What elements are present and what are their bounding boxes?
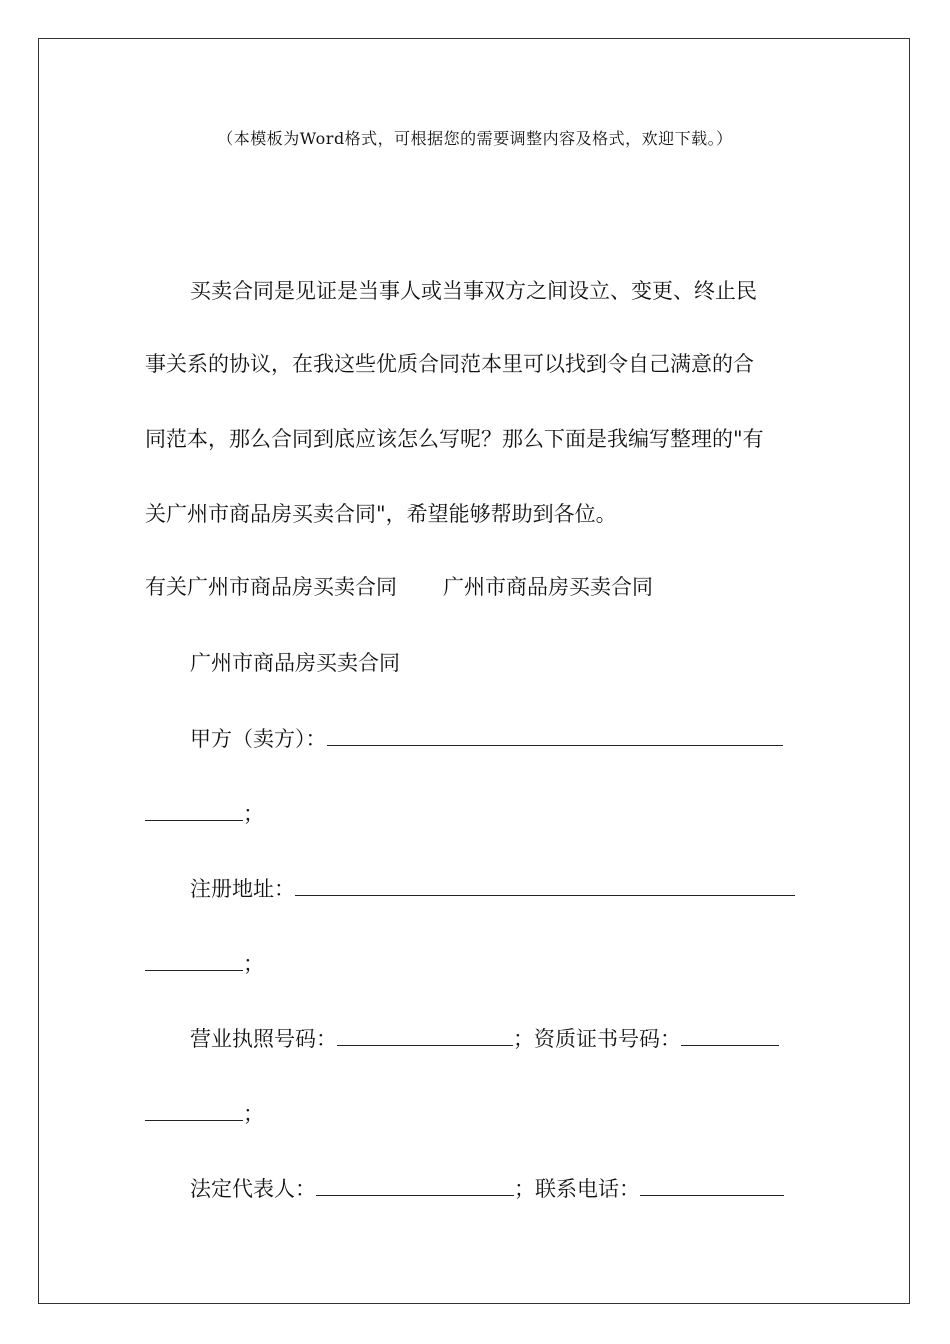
contract-title: 广州市商品房买卖合同 bbox=[190, 651, 400, 675]
terminator: ； bbox=[243, 802, 264, 826]
terminator: ； bbox=[513, 1027, 534, 1051]
representative-row bbox=[190, 1173, 784, 1204]
intro-line-1: 买卖合同是见证是当事人或当事双方之间设立、变更、终止民 bbox=[190, 279, 757, 303]
phone-label: 联系电话： bbox=[535, 1177, 640, 1201]
template-notice: （本模板为Word格式，可根据您的需要调整内容及格式，欢迎下载。） bbox=[217, 129, 733, 148]
address-label: 注册地址： bbox=[190, 877, 295, 901]
cert-row-continued bbox=[145, 1098, 264, 1129]
representative-blank[interactable] bbox=[316, 1173, 514, 1196]
terminator: ； bbox=[243, 1102, 264, 1126]
seller-row-continued bbox=[145, 798, 264, 829]
heading-part-2: 广州市商品房买卖合同 bbox=[443, 575, 653, 599]
cert-blank[interactable] bbox=[681, 1023, 779, 1046]
phone-blank[interactable] bbox=[640, 1173, 784, 1196]
address-blank[interactable] bbox=[295, 873, 795, 896]
license-blank[interactable] bbox=[337, 1023, 513, 1046]
terminator: ； bbox=[514, 1177, 535, 1201]
representative-label: 法定代表人： bbox=[190, 1177, 316, 1201]
cert-blank-continued[interactable] bbox=[145, 1098, 243, 1121]
seller-blank[interactable] bbox=[327, 723, 783, 746]
heading-line bbox=[145, 572, 653, 602]
address-row-continued bbox=[145, 948, 264, 979]
heading-part-1: 有关广州市商品房买卖合同 bbox=[145, 575, 397, 599]
terminator: ； bbox=[243, 952, 264, 976]
intro-line-3: 同范本，那么合同到底应该怎么写呢？那么下面是我编写整理的"有 bbox=[145, 427, 764, 451]
intro-line-4: 关广州市商品房买卖合同"，希望能够帮助到各位。 bbox=[145, 502, 617, 526]
cert-label: 资质证书号码： bbox=[534, 1027, 681, 1051]
license-row bbox=[190, 1023, 779, 1054]
intro-line-2: 事关系的协议，在我这些优质合同范本里可以找到令自己满意的合 bbox=[145, 352, 754, 376]
seller-blank-continued[interactable] bbox=[145, 798, 243, 821]
seller-label: 甲方（卖方）： bbox=[190, 727, 327, 751]
address-blank-continued[interactable] bbox=[145, 948, 243, 971]
seller-row bbox=[190, 723, 783, 754]
address-row bbox=[190, 873, 795, 904]
license-label: 营业执照号码： bbox=[190, 1027, 337, 1051]
